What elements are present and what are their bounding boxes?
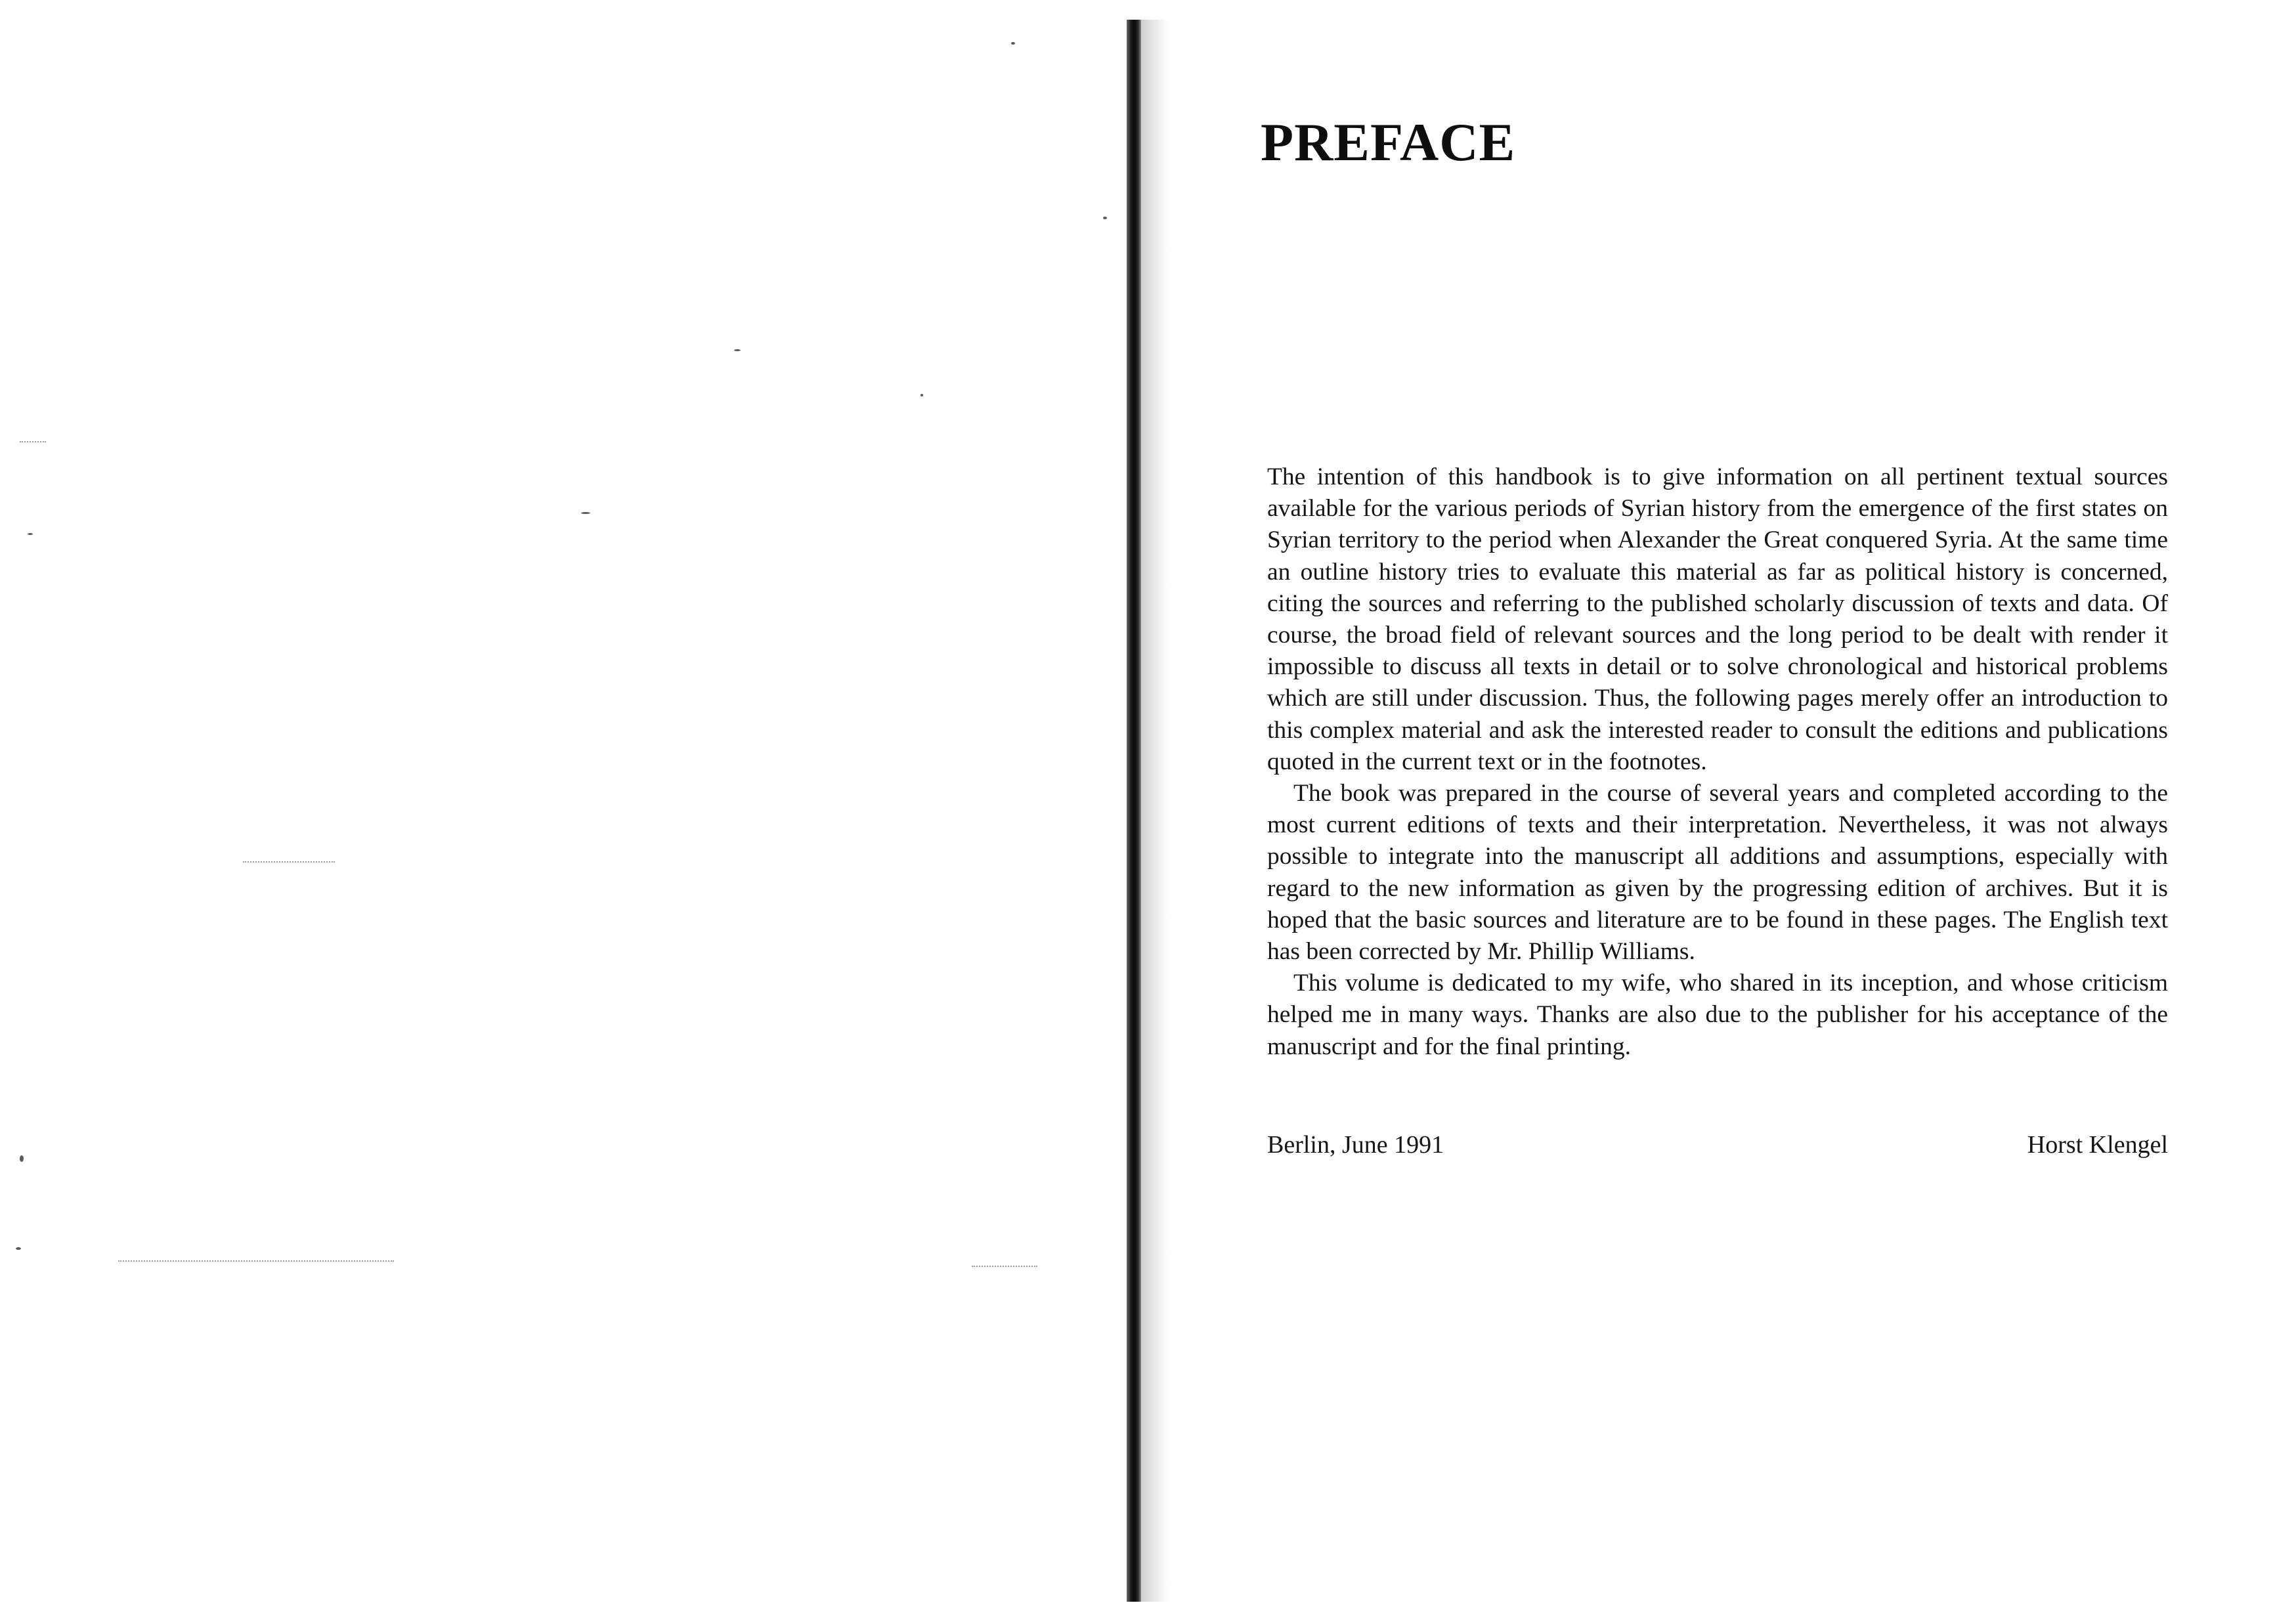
- place-date: Berlin, June 1991: [1267, 1131, 1444, 1159]
- paper-smudge: [243, 861, 335, 863]
- paper-smudge: [20, 441, 46, 442]
- dust-speck: [581, 512, 590, 514]
- dust-speck: [20, 1155, 24, 1162]
- dust-speck: [921, 394, 923, 396]
- signature-row: [1267, 1130, 2168, 1159]
- paragraph: The intention of this handbook is to give information on all pertinent textual sources available for the various periods of Syrian history from the emergence of the first states on Syrian territory to the period when Alexander the Great conquered Syria. At the same time an outline history tries to evaluate this material as far as political history is concerned, citing the sources and referring to the published scholarly discussion of texts and data. Of course, the broad field of relevant sources and the long period to be dealt with render it impossible to discuss all texts in detail or to solve chronological and historical problems which are still under discussion. Thus, the following pages merely offer an introduction to this complex material and ask the interested reader to consult the editions and publications quoted in the current text or in the footnotes.: [1267, 463, 2168, 775]
- preface-page: [1156, 0, 2296, 1605]
- paper-smudge: [118, 1260, 394, 1262]
- dust-speck: [16, 1247, 21, 1250]
- paper-smudge: [972, 1266, 1037, 1267]
- dust-speck: [1103, 217, 1107, 219]
- paragraph: The book was prepared in the course of several years and completed according to the most current editions of texts and their interpretation. Nevertheless, it was not always possible to integrate into the manuscript all additions and assumptions, especially with regard to the new information as given by the progressing edition of archives. But it is hoped that the basic sources and literature are to be found in these pages. The English text has been corrected by Mr. Phillip Williams.: [1267, 780, 2168, 966]
- book-binding-gutter: [1127, 20, 1141, 1602]
- preface-body: [1267, 461, 2168, 1063]
- dust-speck: [734, 349, 741, 351]
- dust-speck: [28, 533, 33, 535]
- page-title: PREFACE: [1261, 112, 1516, 172]
- author-name: Horst Klengel: [2027, 1131, 2168, 1159]
- dust-speck: [1011, 42, 1015, 45]
- paragraph: This volume is dedicated to my wife, who shared in its inception, and whose criticism helped me in many ways. Thanks are also due to the publisher for his acceptance of the manuscript and for the final printing.: [1267, 970, 2168, 1060]
- blank-left-page: [0, 0, 1129, 1605]
